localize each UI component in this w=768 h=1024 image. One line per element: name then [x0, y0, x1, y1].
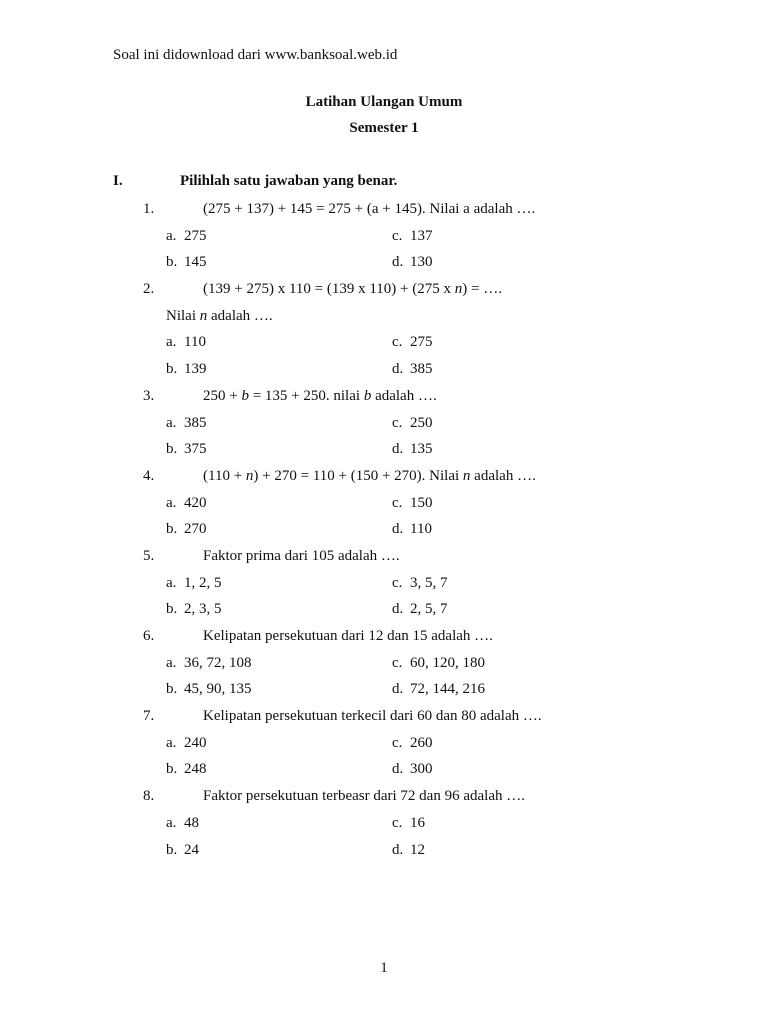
- option-d: [392, 520, 432, 538]
- option-letter: c.: [392, 814, 403, 831]
- question-number: 7.: [143, 708, 155, 725]
- option-d: [392, 253, 433, 271]
- question-list: [0, 200, 768, 867]
- question-number: 5.: [143, 547, 155, 564]
- option-text: 248: [184, 761, 207, 778]
- option-letter: d.: [392, 761, 404, 778]
- option-a: [166, 814, 199, 832]
- option-text: 24: [184, 841, 199, 858]
- option-letter: c.: [392, 654, 403, 671]
- math-variable: n: [454, 281, 463, 298]
- option-a: [166, 734, 207, 752]
- option-letter: d.: [392, 254, 404, 271]
- options-row: [0, 734, 768, 761]
- option-text: 12: [410, 841, 425, 858]
- option-c: [392, 734, 433, 752]
- question-row: [0, 627, 768, 654]
- question-number: 4.: [143, 467, 155, 484]
- option-letter: d.: [392, 361, 404, 378]
- option-c: [392, 227, 433, 245]
- page-number: 1: [380, 960, 388, 976]
- option-text: 36, 72, 108: [184, 654, 252, 671]
- options-row: [0, 333, 768, 360]
- question-row: [0, 787, 768, 814]
- options-row: [0, 841, 768, 868]
- option-a: [166, 574, 222, 592]
- question-text: (275 + 137) + 145 = 275 + (a + 145). Nilai a adalah ….: [203, 201, 536, 217]
- options-row: [0, 440, 768, 467]
- math-variable: n: [199, 307, 208, 324]
- question-number: 6.: [143, 628, 155, 644]
- option-a: [166, 414, 207, 432]
- question-text: 250 + b = 135 + 250. nilai b adalah ….: [203, 387, 437, 404]
- option-text: 1, 2, 5: [184, 574, 222, 591]
- download-source-note: Soal ini didownload dari www.banksoal.web.id: [113, 47, 398, 63]
- option-text: 250: [410, 414, 433, 431]
- option-text: 2, 5, 7: [410, 601, 448, 618]
- option-letter: a.: [166, 334, 177, 351]
- option-text: 270: [184, 521, 207, 538]
- question-row: [0, 547, 768, 574]
- option-letter: d.: [392, 681, 404, 698]
- option-letter: d.: [392, 521, 404, 538]
- option-letter: b.: [166, 601, 178, 618]
- option-d: [392, 841, 425, 859]
- question-number: 8.: [143, 788, 155, 805]
- option-b: [166, 680, 252, 698]
- option-letter: a.: [166, 814, 177, 831]
- option-letter: b.: [166, 761, 178, 778]
- option-text: 385: [410, 361, 433, 378]
- options-row: [0, 494, 768, 521]
- question-row: [0, 707, 768, 734]
- document-title: Latihan Ulangan Umum: [305, 94, 463, 110]
- option-text: 150: [410, 494, 433, 511]
- option-text: 300: [410, 761, 433, 778]
- option-c: [392, 574, 448, 592]
- question-row: [0, 200, 768, 227]
- options-row: [0, 414, 768, 441]
- option-text: 130: [410, 254, 433, 271]
- option-text: 135: [410, 441, 433, 458]
- option-text: 385: [184, 414, 207, 431]
- option-text: 60, 120, 180: [410, 654, 485, 671]
- option-text: 45, 90, 135: [184, 681, 252, 698]
- option-letter: b.: [166, 681, 178, 698]
- option-a: [166, 227, 207, 245]
- question-continuation-row: [0, 307, 768, 334]
- option-letter: c.: [392, 574, 403, 591]
- option-c: [392, 814, 425, 832]
- document-subtitle: Semester 1: [349, 120, 419, 136]
- option-letter: b.: [166, 361, 178, 378]
- option-b: [166, 841, 199, 859]
- option-letter: a.: [166, 494, 177, 511]
- option-c: [392, 654, 485, 672]
- option-text: 110: [410, 521, 432, 538]
- question-text: Kelipatan persekutuan dari 12 dan 15 adalah ….: [203, 628, 493, 644]
- option-letter: b.: [166, 441, 178, 458]
- option-letter: d.: [392, 601, 404, 618]
- option-text: 145: [184, 254, 207, 271]
- option-text: 375: [184, 441, 207, 458]
- option-d: [392, 360, 433, 378]
- option-a: [166, 333, 206, 351]
- option-d: [392, 680, 485, 698]
- question-number: 3.: [143, 387, 155, 404]
- options-row: [0, 680, 768, 707]
- option-text: 420: [184, 494, 207, 511]
- option-a: [166, 494, 207, 512]
- question-number: 2.: [143, 281, 155, 298]
- option-letter: c.: [392, 334, 403, 351]
- question-text-continued: Nilai n adalah ….: [166, 307, 273, 324]
- option-c: [392, 414, 433, 432]
- option-text: 275: [410, 334, 433, 351]
- section-instruction: Pilihlah satu jawaban yang benar.: [180, 173, 398, 189]
- options-row: [0, 654, 768, 681]
- option-text: 72, 144, 216: [410, 681, 485, 698]
- option-b: [166, 440, 207, 458]
- option-b: [166, 520, 207, 538]
- option-text: 48: [184, 814, 199, 831]
- option-text: 275: [184, 227, 207, 244]
- option-b: [166, 253, 207, 271]
- option-letter: a.: [166, 227, 177, 244]
- option-letter: c.: [392, 734, 403, 751]
- option-b: [166, 760, 207, 778]
- option-text: 139: [184, 361, 207, 378]
- options-row: [0, 360, 768, 387]
- math-variable: b: [241, 387, 249, 404]
- options-row: [0, 227, 768, 254]
- question-text: (110 + n) + 270 = 110 + (150 + 270). Nilai n adalah ….: [203, 467, 536, 484]
- option-b: [166, 600, 222, 618]
- option-c: [392, 494, 433, 512]
- option-letter: d.: [392, 841, 404, 858]
- option-text: 137: [410, 227, 433, 244]
- section-heading: [113, 173, 397, 190]
- question-number: 1.: [143, 201, 155, 217]
- question-text: (139 + 275) x 110 = (139 x 110) + (275 x n) = ….: [203, 281, 502, 298]
- option-letter: a.: [166, 574, 177, 591]
- option-c: [392, 333, 433, 351]
- question-row: [0, 280, 768, 307]
- option-text: 3, 5, 7: [410, 574, 448, 591]
- option-a: [166, 654, 252, 672]
- option-text: 2, 3, 5: [184, 601, 222, 618]
- question-text: Faktor persekutuan terbeasr dari 72 dan 96 adalah ….: [203, 788, 525, 805]
- question-text: Kelipatan persekutuan terkecil dari 60 dan 80 adalah ….: [203, 708, 542, 725]
- options-row: [0, 760, 768, 787]
- option-letter: a.: [166, 414, 177, 431]
- option-letter: b.: [166, 254, 178, 271]
- options-row: [0, 574, 768, 601]
- question-text: Faktor prima dari 105 adalah ….: [203, 547, 400, 564]
- math-variable: n: [245, 467, 254, 484]
- options-row: [0, 600, 768, 627]
- option-text: 16: [410, 814, 425, 831]
- option-d: [392, 600, 448, 618]
- option-d: [392, 760, 433, 778]
- option-letter: b.: [166, 521, 178, 538]
- options-row: [0, 253, 768, 280]
- option-letter: c.: [392, 227, 403, 244]
- math-variable: n: [462, 467, 471, 484]
- option-text: 110: [184, 334, 206, 351]
- math-variable: b: [363, 387, 372, 404]
- option-text: 240: [184, 734, 207, 751]
- option-letter: c.: [392, 494, 403, 511]
- question-row: [0, 387, 768, 414]
- option-letter: a.: [166, 654, 177, 671]
- options-row: [0, 814, 768, 841]
- option-d: [392, 440, 433, 458]
- option-letter: a.: [166, 734, 177, 751]
- option-letter: c.: [392, 414, 403, 431]
- option-letter: d.: [392, 441, 404, 458]
- option-text: 260: [410, 734, 433, 751]
- option-letter: b.: [166, 841, 178, 858]
- option-b: [166, 360, 207, 378]
- question-row: [0, 467, 768, 494]
- section-number: I.: [113, 173, 123, 189]
- options-row: [0, 520, 768, 547]
